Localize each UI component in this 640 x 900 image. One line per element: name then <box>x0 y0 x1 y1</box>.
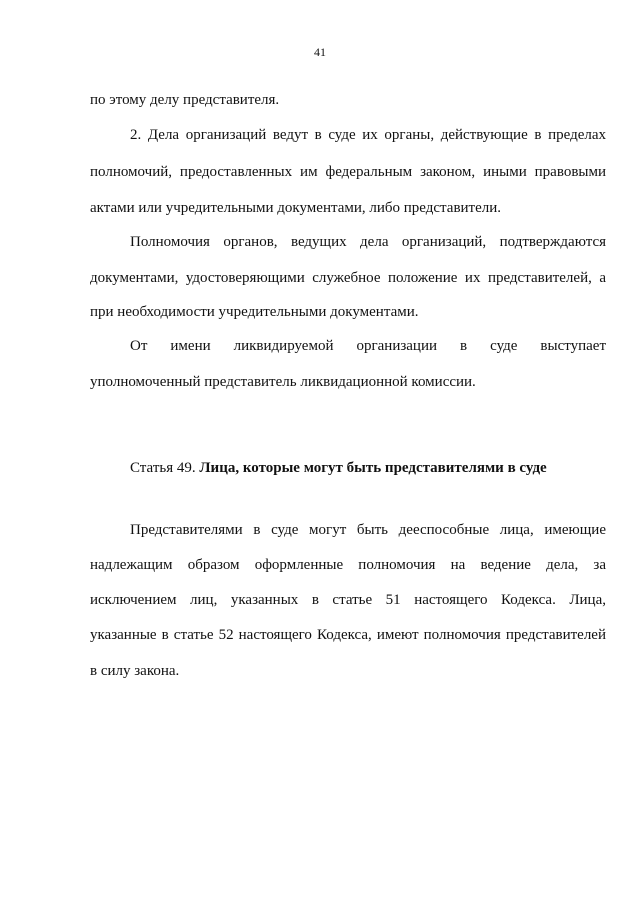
paragraph-line: От имени ликвидируемой организации в суде выступает <box>130 338 606 354</box>
paragraph-line: актами или учредительными документами, либо представители. <box>90 200 502 216</box>
paragraph-line: по этому делу представителя. <box>90 92 280 108</box>
paragraph-line: Представителями в суде могут быть дееспособные лица, имеющие <box>130 522 606 538</box>
article-title: Лица, которые могут быть представителями в суде <box>199 460 547 476</box>
paragraph-line: Полномочия органов, ведущих дела организаций, подтверждаются <box>130 234 606 250</box>
paragraph-line: в силу закона. <box>90 663 180 679</box>
paragraph-line: при необходимости учредительными документами. <box>90 304 419 320</box>
paragraph-line: надлежащим образом оформленные полномочия на ведение дела, за <box>90 557 606 573</box>
article-heading <box>130 459 547 477</box>
page-number: 41 <box>314 45 326 59</box>
paragraph-line: полномочий, предоставленных им федеральным законом, иными правовыми <box>90 164 606 180</box>
paragraph-line: указанные в статье 52 настоящего Кодекса, имеют полномочия представителей <box>90 627 606 643</box>
paragraph-line: документами, удостоверяющими служебное положение их представителей, а <box>90 270 606 286</box>
paragraph-line: 2. Дела организаций ведут в суде их органы, действующие в пределах <box>130 127 606 143</box>
paragraph-line: уполномоченный представитель ликвидационной комиссии. <box>90 374 476 390</box>
article-label: Статья 49. <box>130 460 196 476</box>
paragraph-line: исключением лиц, указанных в статье 51 настоящего Кодекса. Лица, <box>90 592 606 608</box>
